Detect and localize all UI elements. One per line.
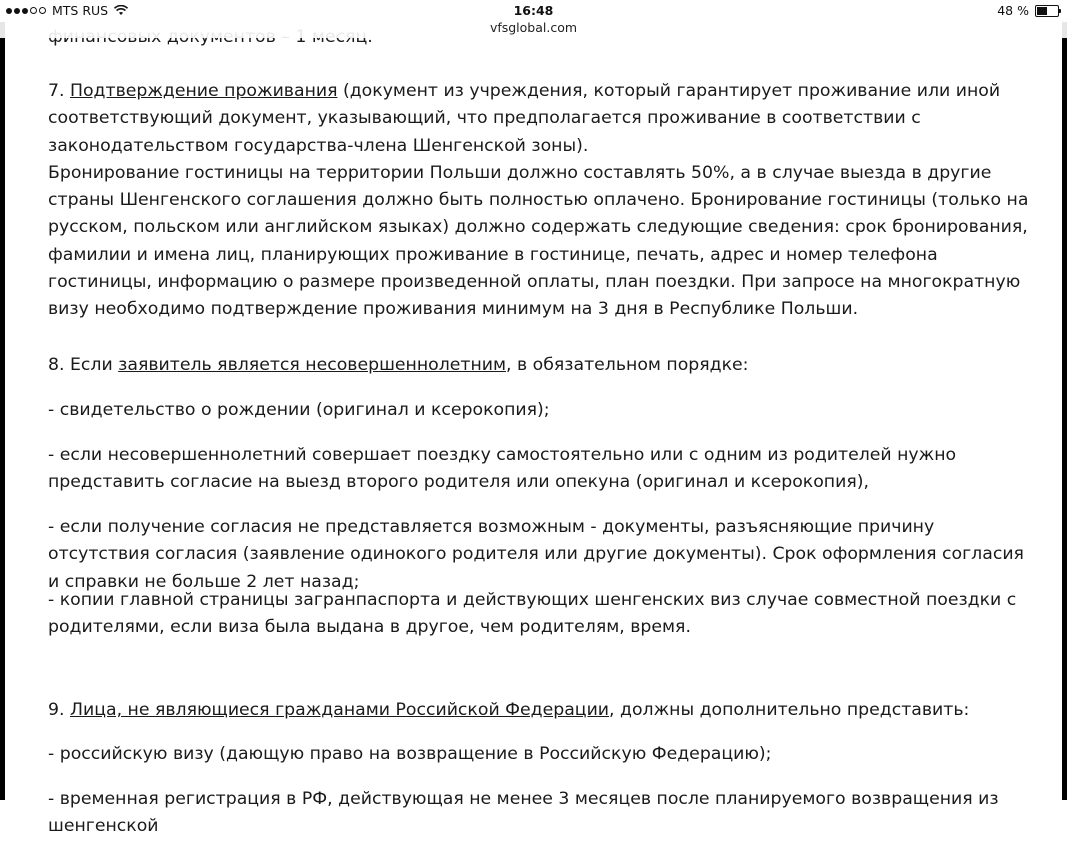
url-bar[interactable] (0, 20, 1067, 38)
status-bar (0, 0, 1067, 22)
link-non-russian-citizens[interactable]: Лица, не являющиеся гражданами Российской Федерации (69, 700, 610, 720)
list-item: - временная регистрация в РФ, действующая не менее 3 месяцев после планируемого возвращения из шенгенской (48, 789, 999, 837)
right-frame-edge (1062, 0, 1067, 800)
list-item: - свидетельство о рождении (оригинал и ксерокопия); (48, 400, 550, 420)
paragraph-7: 7. Подтверждение проживания (документ из учреждения, который гарантирует проживание или иной соответствующий документ, указывающий, что предполагается проживание в соответствии с законодательством государства-члена Шенгенской зоны). Бронирование гостиницы на территории Польши должно составлять 50%, а в случае выезда в другие страны Шенгенского соглашения должно быть полностью оплачено. Бронирование гостиницы (только на русском, польском или английском языках) должно содержать следующие сведения: срок бронирования, фамилии и имена лиц, планирующих проживание в гостинице, печать, адрес и номер телефона гостиницы, информацию о размере произведенной оплаты, план поездки. При запросе на многократную визу необходимо подтверждение проживания минимум на 3 дня в Республике Польши. (48, 81, 1029, 320)
list-item: - если несовершеннолетний совершает поездку самостоятельно или с одним из родителей нужно представить согласие на выезд второго родителя или опекуна (оригинал и ксерокопия), (48, 445, 957, 493)
link-minor-applicant[interactable]: заявитель является несовершеннолетним (118, 355, 507, 375)
battery-percent: 48 % (997, 3, 1029, 18)
link-residence-confirmation[interactable]: Подтверждение проживания (69, 81, 338, 101)
list-item: - российскую визу (дающую право на возвращение в Российскую Федерацию); (48, 744, 772, 764)
url-text: vfsglobal.com (489, 20, 578, 35)
carrier-name: MTS RUS (52, 3, 109, 18)
left-frame-edge (0, 0, 5, 800)
list-item: - если получение согласия не представляется возможным - документы, разъясняющие причину отсутствия согласия (заявление одинокого родителя или другие документы). Срок оформления согласия и справки не больше 2 лет назад; (48, 517, 1024, 592)
paragraph-8: 8. Если заявитель является несовершеннолетним, в обязательном порядке: (48, 355, 749, 375)
list-item: - копии главной страницы загранпаспорта и действующих шенгенских виз случае совместной поездки с родителями, если виза была выдана в другое, чем родителям, время. (48, 590, 1017, 638)
clock: 16:48 (513, 3, 554, 18)
battery-icon (1035, 5, 1059, 17)
paragraph-9: 9. Лица, не являющиеся гражданами Российской Федерации, должны дополнительно представить: (48, 700, 970, 720)
page-content (48, 0, 1038, 837)
